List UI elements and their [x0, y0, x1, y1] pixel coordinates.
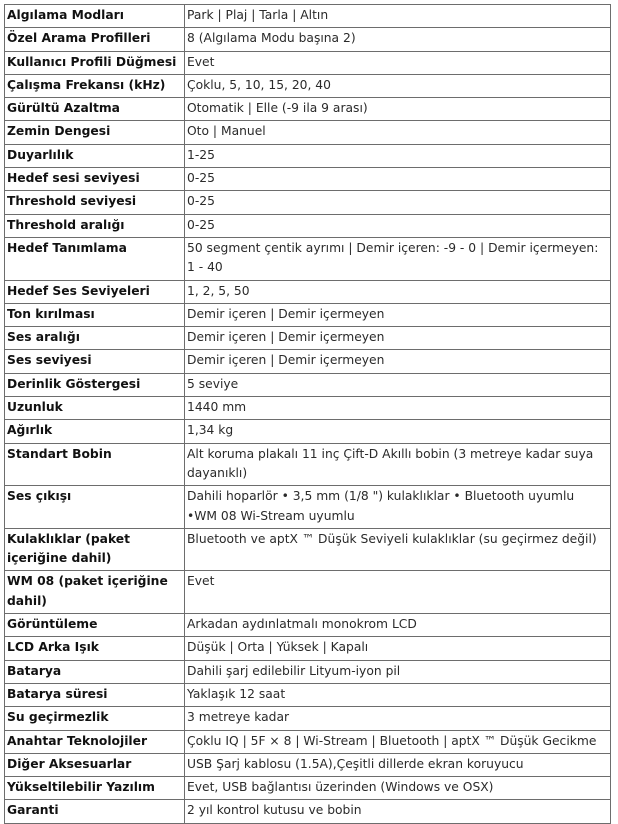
- table-row: [5, 51, 611, 74]
- spec-value: 0-25: [185, 214, 611, 237]
- spec-label: Batarya: [5, 660, 185, 683]
- spec-value: Otomatik | Elle (-9 ila 9 arası): [185, 98, 611, 121]
- table-row: [5, 280, 611, 303]
- table-row: [5, 753, 611, 776]
- table-row: [5, 777, 611, 800]
- spec-label: Ağırlık: [5, 420, 185, 443]
- spec-label: LCD Arka Işık: [5, 637, 185, 660]
- table-row: [5, 486, 611, 529]
- spec-value: USB Şarj kablosu (1.5A),Çeşitli dillerde ekran koruyucu: [185, 753, 611, 776]
- spec-label: Gürültü Azaltma: [5, 98, 185, 121]
- spec-value: Arkadan aydınlatmalı monokrom LCD: [185, 614, 611, 637]
- spec-value: Bluetooth ve aptX ™ Düşük Seviyeli kulaklıklar (su geçirmez değil): [185, 528, 611, 571]
- spec-value: Demir içeren | Demir içermeyen: [185, 350, 611, 373]
- spec-value: 1, 2, 5, 50: [185, 280, 611, 303]
- spec-value: Düşük | Orta | Yüksek | Kapalı: [185, 637, 611, 660]
- spec-label: Derinlik Göstergesi: [5, 373, 185, 396]
- table-row: [5, 443, 611, 486]
- spec-label: Anahtar Teknolojiler: [5, 730, 185, 753]
- spec-label: Su geçirmezlik: [5, 707, 185, 730]
- spec-value: 8 (Algılama Modu başına 2): [185, 28, 611, 51]
- spec-label: Kullanıcı Profili Düğmesi: [5, 51, 185, 74]
- spec-value: 5 seviye: [185, 373, 611, 396]
- table-row: [5, 121, 611, 144]
- spec-value: Demir içeren | Demir içermeyen: [185, 327, 611, 350]
- table-row: [5, 397, 611, 420]
- spec-value: Alt koruma plakalı 11 inç Çift-D Akıllı bobin (3 metreye kadar suya dayanıklı): [185, 443, 611, 486]
- table-row: [5, 614, 611, 637]
- spec-value: Oto | Manuel: [185, 121, 611, 144]
- spec-value: 3 metreye kadar: [185, 707, 611, 730]
- spec-label: Batarya süresi: [5, 683, 185, 706]
- table-row: [5, 237, 611, 280]
- spec-value: Park | Plaj | Tarla | Altın: [185, 5, 611, 28]
- spec-label: Ses çıkışı: [5, 486, 185, 529]
- table-row: [5, 637, 611, 660]
- spec-label: Standart Bobin: [5, 443, 185, 486]
- spec-label: Özel Arama Profilleri: [5, 28, 185, 51]
- spec-label: Yükseltilebilir Yazılım: [5, 777, 185, 800]
- table-row: [5, 707, 611, 730]
- spec-label: WM 08 (paket içeriğine dahil): [5, 571, 185, 614]
- spec-table: [4, 4, 611, 824]
- table-row: [5, 303, 611, 326]
- spec-value: 1440 mm: [185, 397, 611, 420]
- spec-label: Görüntüleme: [5, 614, 185, 637]
- spec-value: Yaklaşık 12 saat: [185, 683, 611, 706]
- table-row: [5, 571, 611, 614]
- table-row: [5, 98, 611, 121]
- table-row: [5, 528, 611, 571]
- table-row: [5, 28, 611, 51]
- table-row: [5, 420, 611, 443]
- table-row: [5, 683, 611, 706]
- spec-table-container: [4, 4, 611, 824]
- spec-label: Ton kırılması: [5, 303, 185, 326]
- spec-label: Garanti: [5, 800, 185, 823]
- table-row: [5, 350, 611, 373]
- table-row: [5, 144, 611, 167]
- spec-label: Çalışma Frekansı (kHz): [5, 74, 185, 97]
- spec-label: Hedef Ses Seviyeleri: [5, 280, 185, 303]
- table-row: [5, 800, 611, 823]
- spec-value: 1,34 kg: [185, 420, 611, 443]
- spec-value: 0-25: [185, 168, 611, 191]
- spec-label: Uzunluk: [5, 397, 185, 420]
- spec-label: Threshold aralığı: [5, 214, 185, 237]
- spec-value: Dahili şarj edilebilir Lityum-iyon pil: [185, 660, 611, 683]
- spec-label: Hedef sesi seviyesi: [5, 168, 185, 191]
- table-row: [5, 191, 611, 214]
- spec-table-body: [5, 5, 611, 824]
- spec-value: Çoklu IQ | 5F × 8 | Wi-Stream | Bluetooth | aptX ™ Düşük Gecikme: [185, 730, 611, 753]
- spec-value: Evet: [185, 51, 611, 74]
- spec-value: Evet: [185, 571, 611, 614]
- spec-value: 50 segment çentik ayrımı | Demir içeren: -9 - 0 | Demir içermeyen: 1 - 40: [185, 237, 611, 280]
- spec-value: 2 yıl kontrol kutusu ve bobin: [185, 800, 611, 823]
- table-row: [5, 5, 611, 28]
- spec-value: Evet, USB bağlantısı üzerinden (Windows ve OSX): [185, 777, 611, 800]
- spec-label: Hedef Tanımlama: [5, 237, 185, 280]
- table-row: [5, 660, 611, 683]
- table-row: [5, 214, 611, 237]
- spec-value: 0-25: [185, 191, 611, 214]
- spec-label: Duyarlılık: [5, 144, 185, 167]
- spec-label: Threshold seviyesi: [5, 191, 185, 214]
- spec-value: 1-25: [185, 144, 611, 167]
- spec-value: Dahili hoparlör • 3,5 mm (1/8 ") kulaklıklar • Bluetooth uyumlu •WM 08 Wi-Stream uyumlu: [185, 486, 611, 529]
- spec-label: Kulaklıklar (paket içeriğine dahil): [5, 528, 185, 571]
- table-row: [5, 74, 611, 97]
- spec-value: Çoklu, 5, 10, 15, 20, 40: [185, 74, 611, 97]
- table-row: [5, 730, 611, 753]
- table-row: [5, 373, 611, 396]
- spec-label: Ses seviyesi: [5, 350, 185, 373]
- spec-value: Demir içeren | Demir içermeyen: [185, 303, 611, 326]
- spec-label: Ses aralığı: [5, 327, 185, 350]
- spec-label: Algılama Modları: [5, 5, 185, 28]
- table-row: [5, 327, 611, 350]
- spec-label: Zemin Dengesi: [5, 121, 185, 144]
- table-row: [5, 168, 611, 191]
- spec-label: Diğer Aksesuarlar: [5, 753, 185, 776]
